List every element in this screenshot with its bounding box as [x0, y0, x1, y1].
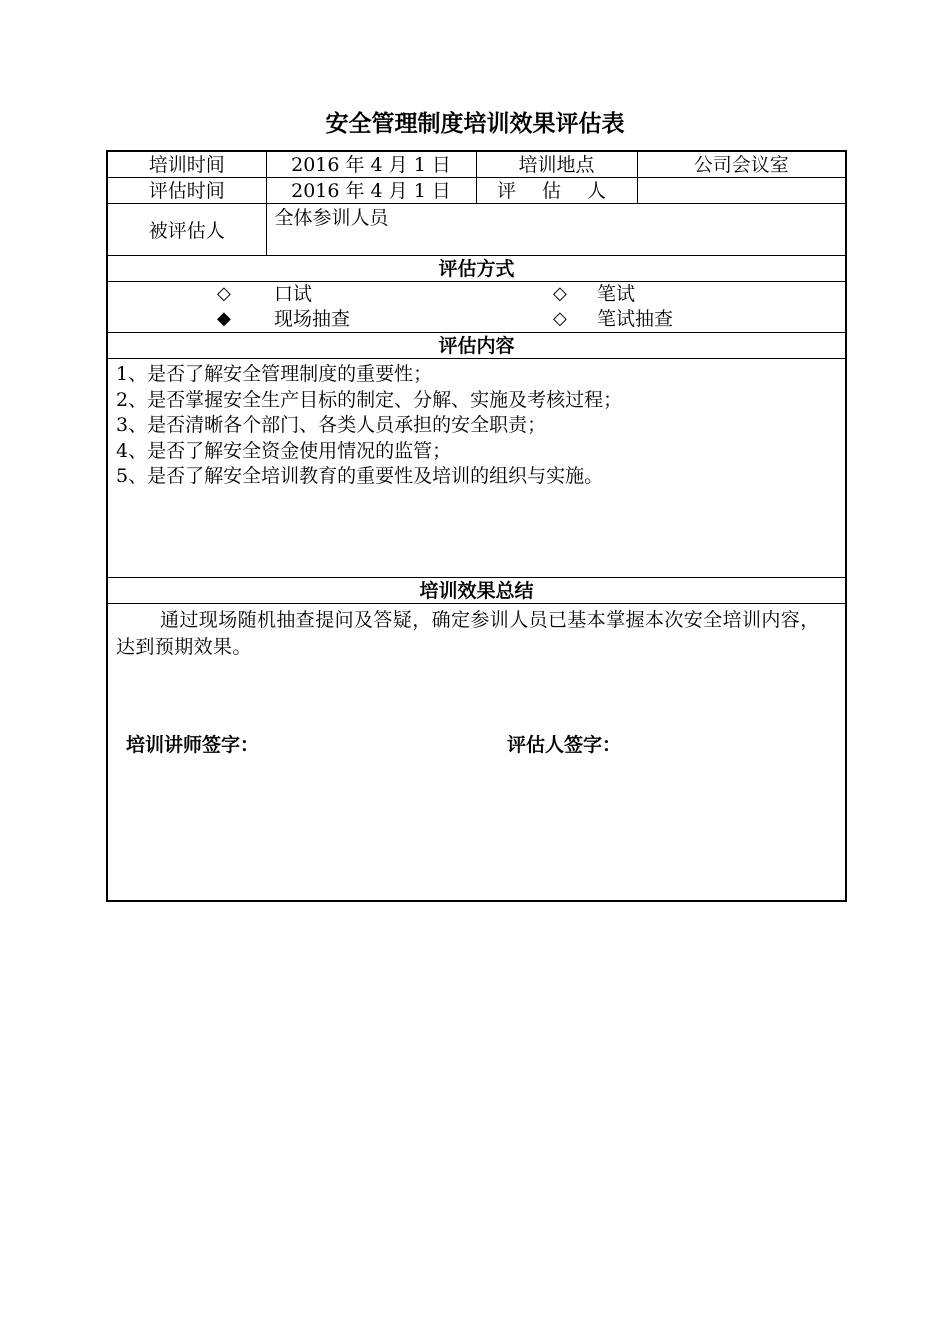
option-onsite-label: 现场抽查: [274, 308, 351, 330]
evaluator-signature-label: 评估人签字：: [507, 734, 622, 756]
row-evaluatee: [107, 204, 846, 256]
row-training-time: [107, 151, 846, 178]
summary-header: 培训效果总结: [107, 578, 846, 604]
method-options-cell: [107, 282, 846, 333]
row-eval-time: [107, 178, 846, 204]
content-item-1: 1、是否了解安全管理制度的重要性；: [116, 363, 433, 385]
training-time-label: 培训时间: [107, 151, 266, 178]
content-item-2: 2、是否掌握安全生产目标的制定、分解、实施及考核过程；: [116, 388, 623, 411]
row-content-header: [107, 333, 846, 359]
option-onsite-diamond-filled-icon[interactable]: ◆: [217, 308, 231, 329]
training-time-value[interactable]: 2016 年 4 月 1 日: [266, 151, 476, 178]
option-written-label: 笔试: [597, 283, 636, 305]
row-summary-header: [107, 578, 846, 604]
method-header: 评估方式: [107, 256, 846, 282]
summary-text[interactable]: 通过现场随机抽查提问及答疑，确定参训人员已基本掌握本次安全培训内容，达到预期效果。: [116, 609, 820, 658]
content-item-3: 3、是否清晰各个部门、各类人员承担的安全职责；: [116, 414, 547, 436]
evaluator-label: 评 估 人: [476, 178, 637, 204]
trainer-signature-label: 培训讲师签字：: [126, 734, 260, 756]
content-list-cell: [107, 359, 846, 578]
option-written-diamond-icon[interactable]: ◇: [553, 283, 567, 304]
row-summary: [107, 604, 846, 902]
training-place-value[interactable]: 公司会议室: [637, 151, 846, 178]
evaluation-form-table: [106, 150, 847, 902]
content-item-4: 4、是否了解安全资金使用情况的监管；: [116, 439, 452, 462]
option-written-spot-label: 笔试抽查: [597, 308, 674, 330]
content-item-5: 5、是否了解安全培训教育的重要性及培训的组织与实施。: [116, 465, 604, 487]
eval-time-value[interactable]: 2016 年 4 月 1 日: [266, 178, 476, 204]
row-method-header: [107, 256, 846, 282]
eval-time-label: 评估时间: [107, 178, 266, 204]
content-header: 评估内容: [107, 333, 846, 359]
evaluatee-label: 被评估人: [107, 204, 266, 256]
option-written-spot-diamond-icon[interactable]: ◇: [553, 308, 567, 329]
option-oral-label: 口试: [274, 283, 313, 305]
training-place-label: 培训地点: [476, 151, 637, 178]
evaluator-value[interactable]: [637, 178, 846, 204]
row-method-options: [107, 282, 846, 333]
row-content-list: [107, 359, 846, 578]
evaluatee-value[interactable]: 全体参训人员: [266, 204, 846, 256]
summary-cell: [107, 604, 846, 902]
option-oral-diamond-icon[interactable]: ◇: [217, 283, 231, 304]
page-title: 安全管理制度培训效果评估表: [325, 111, 625, 137]
